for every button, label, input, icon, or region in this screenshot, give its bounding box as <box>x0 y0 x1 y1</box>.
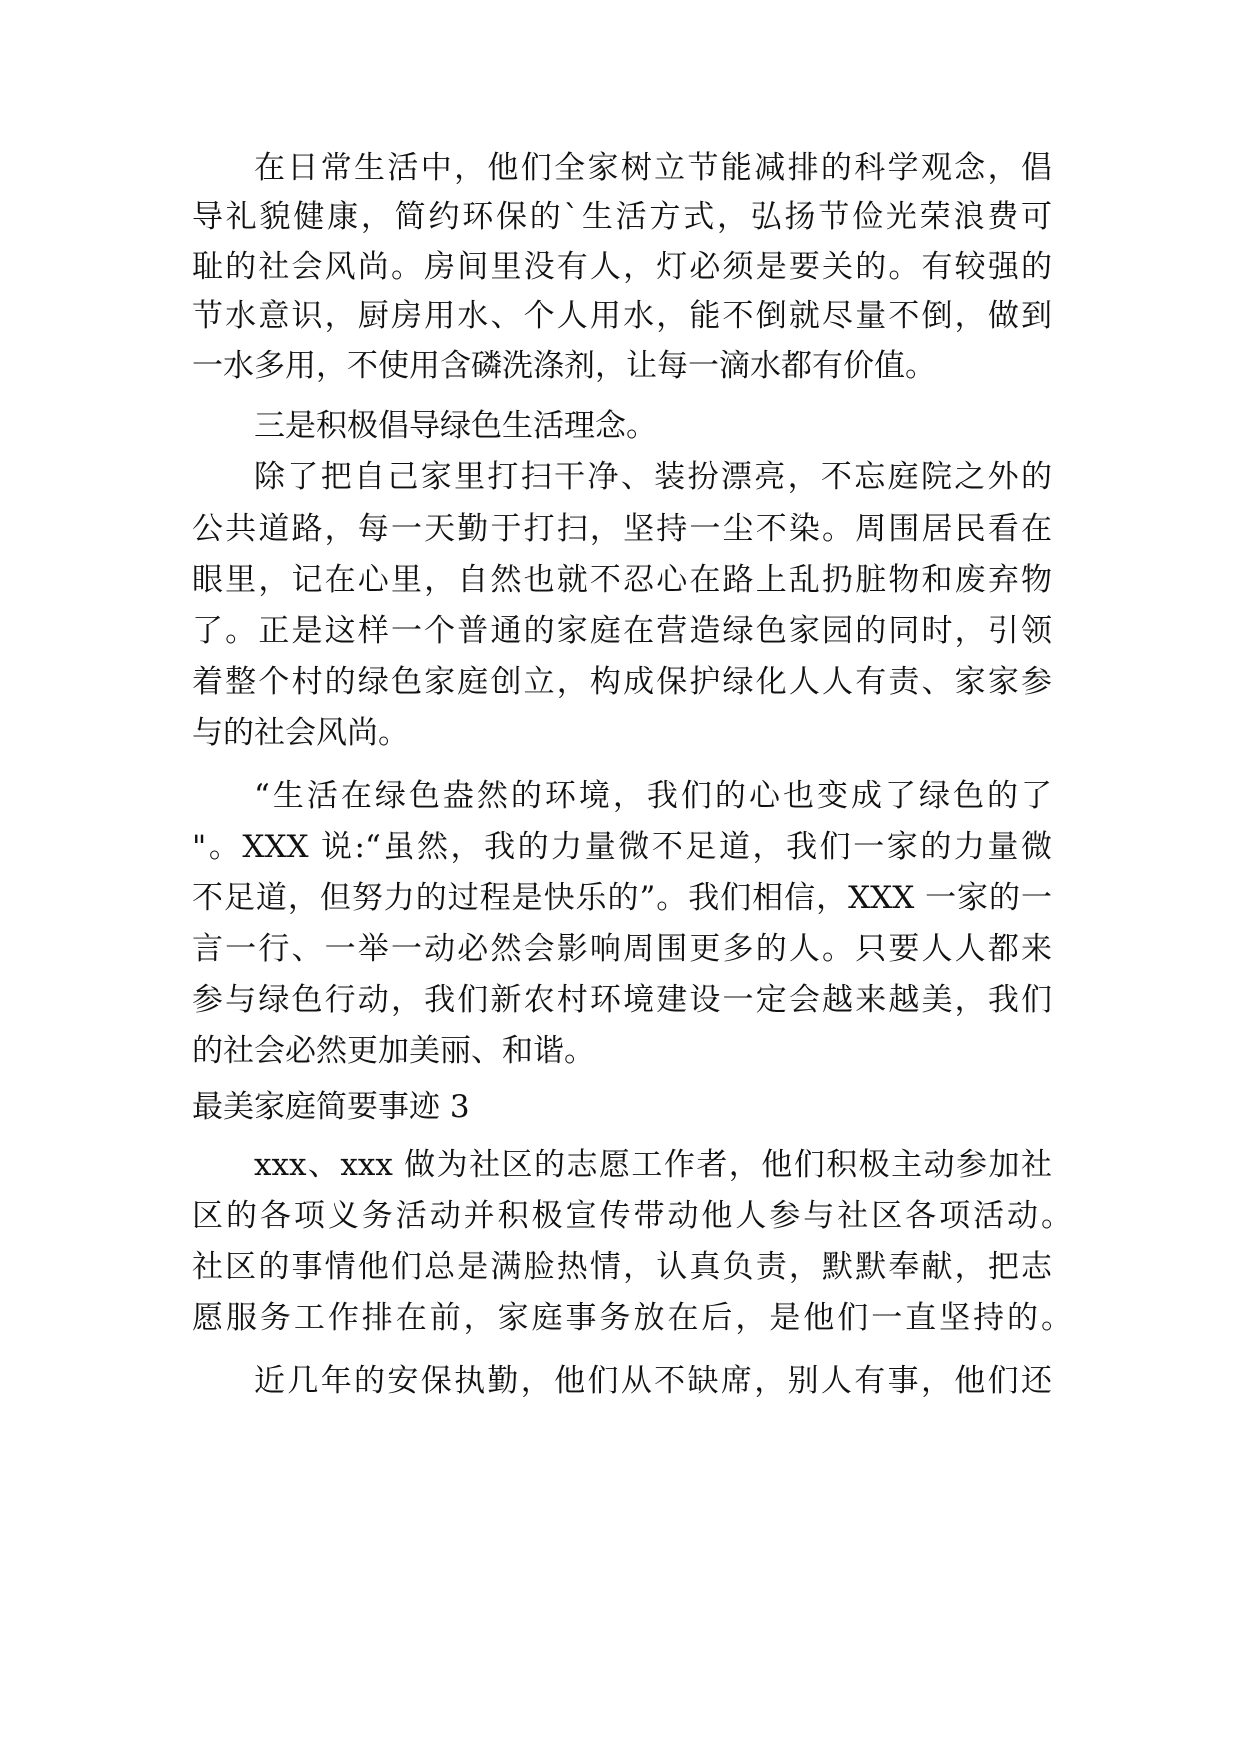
paragraph-3-line-1: “生活在绿色盎然的环境，我们的心也变成了绿色的了 <box>254 778 1052 814</box>
paragraph-3-line-4: 言一行、一举一动必然会影响周围更多的人。只要人人都来 <box>192 931 1052 967</box>
paragraph-3-line-5: 参与绿色行动，我们新农村环境建设一定会越来越美，我们 <box>192 982 1052 1018</box>
paragraph-4-line-2: 区的各项义务活动并积极宣传带动他人参与社区各项活动。 <box>192 1198 1072 1234</box>
paragraph-3-line-6: 的社会必然更加美丽、和谐。 <box>192 1033 595 1069</box>
paragraph-2-line-2: 公共道路，每一天勤于打扫，坚持一尘不染。周围居民看在 <box>192 511 1052 547</box>
section-point-3-heading: 三是积极倡导绿色生活理念。 <box>254 408 657 444</box>
paragraph-3-line-3: 不足道，但努力的过程是快乐的”。我们相信，XXX 一家的一 <box>192 880 1052 916</box>
paragraph-4-line-3: 社区的事情他们总是满脸热情，认真负责，默默奉献，把志 <box>192 1249 1052 1285</box>
paragraph-1-line-4: 节水意识，厨房用水、个人用水，能不倒就尽量不倒，做到 <box>192 298 1052 334</box>
paragraph-1-line-2: 导礼貌健康，简约环保的`生活方式，弘扬节俭光荣浪费可 <box>192 199 1052 235</box>
paragraph-2-line-1: 除了把自己家里打扫干净、装扮漂亮，不忘庭院之外的 <box>254 459 1052 495</box>
paragraph-1-line-3: 耻的社会风尚。房间里没有人，灯必须是要关的。有较强的 <box>192 249 1052 285</box>
paragraph-4-line-4: 愿服务工作排在前，家庭事务放在后，是他们一直坚持的。 <box>192 1300 1072 1336</box>
paragraph-2-line-3: 眼里，记在心里，自然也就不忍心在路上乱扔脏物和废弃物 <box>192 562 1052 598</box>
paragraph-1-line-5: 一水多用，不使用含磷洗涤剂，让每一滴水都有价值。 <box>192 348 936 384</box>
paragraph-2-line-4: 了。正是这样一个普通的家庭在营造绿色家园的同时，引领 <box>192 613 1052 649</box>
paragraph-3-line-2: "。XXX 说:“虽然，我的力量微不足道，我们一家的力量微 <box>192 829 1052 865</box>
paragraph-5-line-1: 近几年的安保执勤，他们从不缺席，别人有事，他们还 <box>254 1363 1052 1399</box>
paragraph-4-line-1: xxx、xxx 做为社区的志愿工作者，他们积极主动参加社 <box>254 1147 1052 1183</box>
paragraph-2-line-6: 与的社会风尚。 <box>192 715 409 751</box>
section-title: 最美家庭简要事迹 3 <box>192 1089 470 1125</box>
paragraph-1-line-1: 在日常生活中，他们全家树立节能减排的科学观念，倡 <box>254 150 1052 186</box>
paragraph-2-line-5: 着整个村的绿色家庭创立，构成保护绿化人人有责、家家参 <box>192 664 1052 700</box>
